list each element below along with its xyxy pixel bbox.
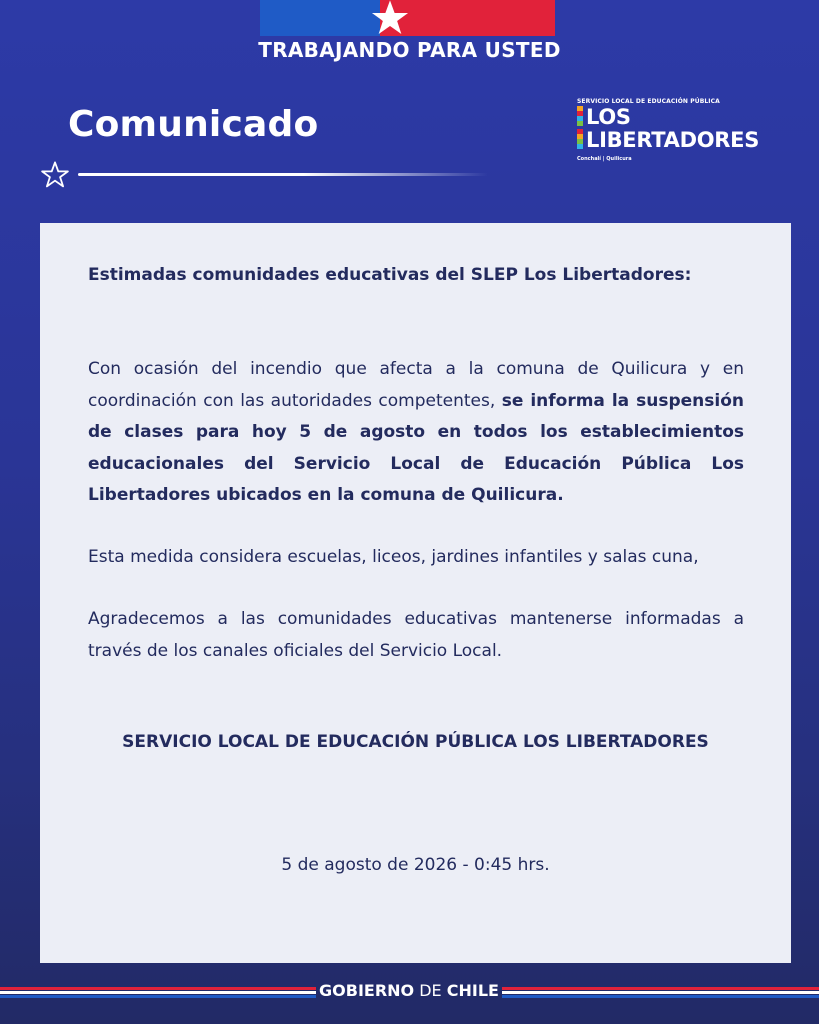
logo-libertadores-text: LIBERTADORES xyxy=(586,128,760,152)
logo-color-mark xyxy=(577,129,583,149)
heading-divider xyxy=(78,173,488,176)
dateline: 5 de agosto de 2026 - 0:45 hrs. xyxy=(281,855,550,875)
page-title: Comunicado xyxy=(68,104,319,145)
footer-stripes-left xyxy=(0,987,316,999)
paragraph-scope: Esta medida considera escuelas, liceos, jardines infantiles y salas cuna, xyxy=(88,547,699,567)
paragraph-suspension-bold: se informa la suspensión de clases para hoy 5 de agosto en todos los establecimientos educacionales del Servicio Local de Educación Pública Los Libertadores ubicados en la comuna de Quilicura. xyxy=(88,390,744,505)
paragraph-suspension xyxy=(88,354,744,512)
footer-chile: CHILE xyxy=(446,981,499,1000)
flag-blue-field xyxy=(260,0,380,36)
chile-flag-strip xyxy=(260,0,555,36)
greeting: Estimadas comunidades educativas del SLEP Los Libertadores: xyxy=(88,265,692,285)
logo-line-los xyxy=(577,105,631,129)
paragraph-thanks: Agradecemos a las comunidades educativas mantenerse informadas a través de los canales oficiales del Servicio Local. xyxy=(88,609,744,661)
footer-de: DE xyxy=(414,981,447,1000)
announcement-card xyxy=(40,223,791,963)
paragraph-suspension-intro: Con ocasión del incendio que afecta a la comuna de Quilicura y en coordinación con las autoridades competentes, xyxy=(88,359,744,411)
slep-logo xyxy=(577,97,777,167)
logo-color-mark xyxy=(577,106,583,126)
logo-line-libertadores xyxy=(577,128,759,152)
footer-stripes-right xyxy=(502,987,819,999)
signature: SERVICIO LOCAL DE EDUCACIÓN PÚBLICA LOS LIBERTADORES xyxy=(122,732,709,752)
white-star-icon xyxy=(369,0,411,39)
logo-subtitle: SERVICIO LOCAL DE EDUCACIÓN PÚBLICA xyxy=(577,98,720,105)
logo-communes: Conchalí | Quilicura xyxy=(577,156,632,162)
outline-star-icon xyxy=(40,160,70,190)
tagline: TRABAJANDO PARA USTED xyxy=(258,38,561,62)
logo-los-text: LOS xyxy=(586,105,631,129)
gobierno-de-chile-logo xyxy=(316,981,502,1000)
footer-gobierno: GOBIERNO xyxy=(319,981,415,1000)
